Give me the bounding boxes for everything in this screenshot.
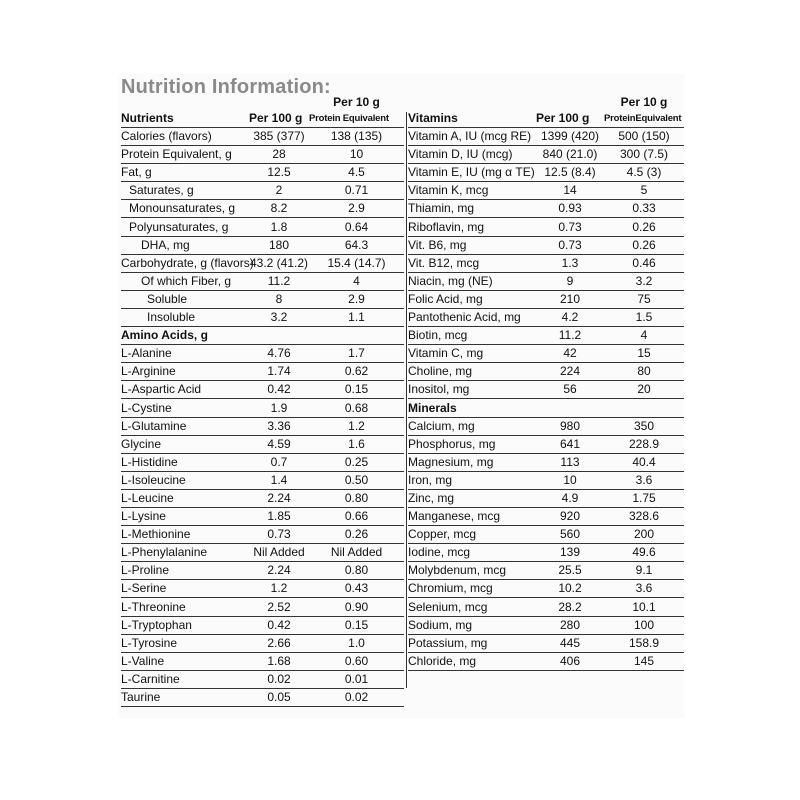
table-row [408, 489, 684, 507]
row-label: Niacin, mg (NE) [408, 272, 536, 290]
per-100g-value: 56 [536, 381, 604, 399]
table-row [121, 236, 404, 254]
per-10g-heading: Per 10 g [333, 95, 380, 109]
per-100g-value: 0.05 [249, 688, 309, 706]
row-label: Calories (flavors) [121, 128, 249, 146]
column-divider [406, 112, 407, 688]
per-100g-value: 280 [536, 616, 604, 634]
table-row [408, 417, 684, 435]
table-row [121, 345, 404, 363]
per-10g-value: 0.15 [309, 381, 404, 399]
per-100g-value: 0.93 [536, 200, 604, 218]
table-row [121, 381, 404, 399]
table-row [121, 562, 404, 580]
per-10g-value: 328.6 [604, 507, 684, 525]
per-10g-value: 200 [604, 526, 684, 544]
table-row [408, 308, 684, 326]
per-100g-value: 385 (377) [249, 128, 309, 146]
per-10g-value: 3.6 [604, 580, 684, 598]
per-100g-value: 840 (21.0) [536, 146, 604, 164]
per-10g-value: 0.46 [604, 254, 684, 272]
table-row [121, 327, 404, 345]
table-row [408, 453, 684, 471]
row-label: Fat, g [121, 164, 249, 182]
per-10g-value: 0.43 [309, 580, 404, 598]
per-10g-value: 0.90 [309, 598, 404, 616]
per-10g-value: 15.4 (14.7) [309, 254, 404, 272]
per-100g-value [536, 399, 604, 417]
row-label: Vitamin E, IU (mg α TE) [408, 164, 536, 182]
per-10g-value: 0.50 [309, 471, 404, 489]
row-label: Protein Equivalent, g [121, 146, 249, 164]
per-10g-value: 10.1 [604, 598, 684, 616]
row-label: Magnesium, mg [408, 453, 536, 471]
row-label: L-Cystine [121, 399, 249, 417]
row-label: Insoluble [121, 308, 249, 326]
per-10g-value: 0.60 [309, 652, 404, 670]
row-label: L-Arginine [121, 363, 249, 381]
table-row [408, 236, 684, 254]
per-100g-value: 14 [536, 182, 604, 200]
table-row [408, 399, 684, 417]
per-100g-value: 2.52 [249, 598, 309, 616]
table-row [408, 562, 684, 580]
table-row [121, 399, 404, 417]
row-label: Taurine [121, 688, 249, 706]
table-row [408, 580, 684, 598]
table-row [408, 200, 684, 218]
row-label: Glycine [121, 435, 249, 453]
row-label: Riboflavin, mg [408, 218, 536, 236]
header-row [408, 110, 684, 128]
per-100g-value: 9 [536, 272, 604, 290]
per-100g-value: 0.02 [249, 670, 309, 688]
row-label: Manganese, mcg [408, 507, 536, 525]
per-10g-value: 1.2 [309, 417, 404, 435]
per-100g-value: 28.2 [536, 598, 604, 616]
row-label: Vitamin D, IU (mcg) [408, 146, 536, 164]
per-10g-value: 1.1 [309, 308, 404, 326]
per-100g-value: 11.2 [536, 327, 604, 345]
per-10g-value: 145 [604, 652, 684, 670]
per-10g-value [309, 327, 404, 345]
table-row [121, 290, 404, 308]
row-label: L-Carnitine [121, 670, 249, 688]
per-100g-value: 1.85 [249, 507, 309, 525]
per-100g-heading: Per 100 g [249, 110, 309, 128]
per-100g-value: 2.24 [249, 489, 309, 507]
table-row [408, 507, 684, 525]
table-row [408, 616, 684, 634]
table-row [121, 164, 404, 182]
per-10g-value: 0.01 [309, 670, 404, 688]
per-10g-heading: Per 10 g [620, 95, 668, 109]
table-row [408, 128, 684, 146]
per-10g-value: 228.9 [604, 435, 684, 453]
table-row [121, 200, 404, 218]
row-label: L-Proline [121, 562, 249, 580]
row-label: Iron, mg [408, 471, 536, 489]
table-row [121, 128, 404, 146]
row-label: L-Glutamine [121, 417, 249, 435]
per-100g-value: 224 [536, 363, 604, 381]
row-label: Soluble [121, 290, 249, 308]
per-10g-value: 0.26 [309, 526, 404, 544]
table-row [121, 544, 404, 562]
per-10g-value: Nil Added [309, 544, 404, 562]
per-100g-value: Nil Added [249, 544, 309, 562]
table-row [121, 435, 404, 453]
per-100g-value: 2.24 [249, 562, 309, 580]
per-10g-value: 0.26 [604, 218, 684, 236]
per-10g-value: 4 [309, 272, 404, 290]
per-10g-value: 1.5 [604, 308, 684, 326]
per-10g-value: 40.4 [604, 453, 684, 471]
per-10g-value: 0.15 [309, 616, 404, 634]
table-row [408, 290, 684, 308]
per-100g-value: 139 [536, 544, 604, 562]
per-10g-value: 4 [604, 327, 684, 345]
per-100g-value: 1399 (420) [536, 128, 604, 146]
per-100g-value: 560 [536, 526, 604, 544]
row-label: Zinc, mg [408, 489, 536, 507]
per-100g-value: 4.9 [536, 489, 604, 507]
row-label: L-Tyrosine [121, 634, 249, 652]
table-row [408, 182, 684, 200]
per-10g-value: 0.64 [309, 218, 404, 236]
per-100g-value [249, 327, 309, 345]
table-row [121, 254, 404, 272]
per-100g-value: 8 [249, 290, 309, 308]
row-label: Biotin, mcg [408, 327, 536, 345]
per-10g-value: 138 (135) [309, 128, 404, 146]
table-row [121, 453, 404, 471]
per-100g-value: 2.66 [249, 634, 309, 652]
per-10g-value: 1.6 [309, 435, 404, 453]
per-100g-value: 4.2 [536, 308, 604, 326]
table-row [121, 272, 404, 290]
row-label: Selenium, mcg [408, 598, 536, 616]
protein-equivalent-heading: ProteinEquivalent [604, 110, 684, 128]
row-label: Calcium, mg [408, 417, 536, 435]
row-label: Of which Fiber, g [121, 272, 249, 290]
per-10g-value: 100 [604, 616, 684, 634]
per-10g-value: 500 (150) [604, 128, 684, 146]
per-10g-value: 300 (7.5) [604, 146, 684, 164]
table-row [121, 417, 404, 435]
table-row [408, 381, 684, 399]
per-100g-value: 0.73 [536, 218, 604, 236]
per-10g-value: 9.1 [604, 562, 684, 580]
per-100g-value: 0.73 [536, 236, 604, 254]
row-label: L-Lysine [121, 507, 249, 525]
table-row [408, 598, 684, 616]
row-label: Inositol, mg [408, 381, 536, 399]
row-label: Vitamin K, mcg [408, 182, 536, 200]
per-10g-value: 158.9 [604, 634, 684, 652]
row-label: Iodine, mcg [408, 544, 536, 562]
per-100g-value: 12.5 (8.4) [536, 164, 604, 182]
table-row [408, 363, 684, 381]
per-100g-value: 0.7 [249, 453, 309, 471]
table-row [408, 652, 684, 670]
table-row [408, 435, 684, 453]
table-row [121, 507, 404, 525]
table-row [408, 634, 684, 652]
per-10g-value: 64.3 [309, 236, 404, 254]
row-label: L-Valine [121, 652, 249, 670]
vitamins-minerals-table [408, 95, 684, 671]
row-label: L-Histidine [121, 453, 249, 471]
per-100g-value: 210 [536, 290, 604, 308]
per-100g-value: 3.36 [249, 417, 309, 435]
per-100g-value: 10.2 [536, 580, 604, 598]
per-100g-value: 3.2 [249, 308, 309, 326]
table-row [408, 544, 684, 562]
row-label: L-Alanine [121, 345, 249, 363]
table-row [408, 345, 684, 363]
per-10g-value: 0.71 [309, 182, 404, 200]
per-100g-value: 0.42 [249, 616, 309, 634]
row-label: Folic Acid, mg [408, 290, 536, 308]
per-100g-value: 0.73 [249, 526, 309, 544]
header-row-top [408, 95, 684, 110]
table-row [121, 598, 404, 616]
table-row [408, 254, 684, 272]
row-label: DHA, mg [121, 236, 249, 254]
vitamins-body [408, 128, 684, 671]
table-row [121, 308, 404, 326]
row-label: Copper, mcg [408, 526, 536, 544]
per-100g-value: 180 [249, 236, 309, 254]
row-label: Minerals [408, 399, 536, 417]
row-label: Polyunsaturates, g [121, 218, 249, 236]
per-10g-value: 49.6 [604, 544, 684, 562]
per-10g-value: 0.02 [309, 688, 404, 706]
per-10g-value: 3.6 [604, 471, 684, 489]
row-label: L-Phenylalanine [121, 544, 249, 562]
row-label: Thiamin, mg [408, 200, 536, 218]
vitamins-heading: Vitamins [408, 110, 536, 128]
page-title: Nutrition Information: [121, 76, 331, 98]
table-row [121, 363, 404, 381]
row-label: Chloride, mg [408, 652, 536, 670]
per-10g-value: 3.2 [604, 272, 684, 290]
per-100g-value: 11.2 [249, 272, 309, 290]
per-10g-value: 2.9 [309, 200, 404, 218]
per-100g-value: 1.74 [249, 363, 309, 381]
per-100g-value: 10 [536, 471, 604, 489]
table-row [121, 616, 404, 634]
table-row [121, 526, 404, 544]
table-row [121, 670, 404, 688]
per-100g-value: 42 [536, 345, 604, 363]
per-10g-value: 350 [604, 417, 684, 435]
per-10g-value: 4.5 [309, 164, 404, 182]
row-label: Saturates, g [121, 182, 249, 200]
per-10g-value: 0.66 [309, 507, 404, 525]
per-10g-value: 0.80 [309, 562, 404, 580]
per-100g-value: 113 [536, 453, 604, 471]
per-10g-value: 0.62 [309, 363, 404, 381]
per-10g-value: 75 [604, 290, 684, 308]
per-10g-value: 0.80 [309, 489, 404, 507]
row-label: L-Aspartic Acid [121, 381, 249, 399]
row-label: Chromium, mcg [408, 580, 536, 598]
per-100g-value: 641 [536, 435, 604, 453]
per-100g-value: 43.2 (41.2) [249, 254, 309, 272]
table-row [121, 580, 404, 598]
per-10g-value [604, 399, 684, 417]
table-row [121, 489, 404, 507]
table-row [408, 164, 684, 182]
table-row [121, 688, 404, 706]
table-row [121, 634, 404, 652]
header-row [121, 110, 404, 128]
table-row [408, 327, 684, 345]
row-label: Potassium, mg [408, 634, 536, 652]
table-row [121, 182, 404, 200]
table-row [408, 526, 684, 544]
row-label: Vit. B6, mg [408, 236, 536, 254]
row-label: Pantothenic Acid, mg [408, 308, 536, 326]
per-10g-value: 2.9 [309, 290, 404, 308]
nutrients-body [121, 128, 404, 707]
row-label: Vitamin A, IU (mcg RE) [408, 128, 536, 146]
row-label: L-Isoleucine [121, 471, 249, 489]
header-row-top [121, 95, 404, 110]
row-label: Choline, mg [408, 363, 536, 381]
per-100g-value: 1.2 [249, 580, 309, 598]
per-10g-value: 20 [604, 381, 684, 399]
per-10g-value: 1.75 [604, 489, 684, 507]
per-100g-value: 0.42 [249, 381, 309, 399]
per-100g-value: 2 [249, 182, 309, 200]
table-row [408, 218, 684, 236]
table-row [121, 652, 404, 670]
row-label: Vitamin C, mg [408, 345, 536, 363]
per-10g-value: 0.68 [309, 399, 404, 417]
table-row [121, 471, 404, 489]
per-10g-value: 4.5 (3) [604, 164, 684, 182]
row-label: Vit. B12, mcg [408, 254, 536, 272]
row-label: L-Serine [121, 580, 249, 598]
table-row [408, 272, 684, 290]
per-10g-value: 1.0 [309, 634, 404, 652]
per-10g-value: 0.33 [604, 200, 684, 218]
row-label: Sodium, mg [408, 616, 536, 634]
row-label: L-Leucine [121, 489, 249, 507]
per-100g-value: 4.76 [249, 345, 309, 363]
row-label: Phosphorus, mg [408, 435, 536, 453]
row-label: Molybdenum, mcg [408, 562, 536, 580]
nutrients-heading: Nutrients [121, 110, 249, 128]
per-100g-value: 12.5 [249, 164, 309, 182]
per-10g-value: 1.7 [309, 345, 404, 363]
per-10g-value: 5 [604, 182, 684, 200]
table-row [408, 471, 684, 489]
row-label: L-Methionine [121, 526, 249, 544]
per-100g-value: 406 [536, 652, 604, 670]
per-100g-value: 4.59 [249, 435, 309, 453]
table-row [121, 146, 404, 164]
per-10g-value: 0.25 [309, 453, 404, 471]
row-label: Amino Acids, g [121, 327, 249, 345]
row-label: L-Threonine [121, 598, 249, 616]
per-100g-value: 8.2 [249, 200, 309, 218]
per-10g-value: 80 [604, 363, 684, 381]
per-10g-value: 15 [604, 345, 684, 363]
per-100g-value: 1.3 [536, 254, 604, 272]
per-100g-value: 1.4 [249, 471, 309, 489]
nutrients-table [121, 95, 404, 707]
per-100g-value: 445 [536, 634, 604, 652]
per-10g-value: 0.26 [604, 236, 684, 254]
per-100g-value: 980 [536, 417, 604, 435]
per-100g-heading: Per 100 g [536, 110, 604, 128]
per-100g-value: 25.5 [536, 562, 604, 580]
per-100g-value: 28 [249, 146, 309, 164]
table-row [121, 218, 404, 236]
per-100g-value: 1.68 [249, 652, 309, 670]
table-row [408, 146, 684, 164]
row-label: Carbohydrate, g (flavors) [121, 254, 249, 272]
row-label: L-Tryptophan [121, 616, 249, 634]
per-10g-value: 10 [309, 146, 404, 164]
per-100g-value: 920 [536, 507, 604, 525]
row-label: Monounsaturates, g [121, 200, 249, 218]
per-100g-value: 1.8 [249, 218, 309, 236]
protein-equivalent-heading: Protein Equivalent [309, 110, 404, 128]
per-100g-value: 1.9 [249, 399, 309, 417]
